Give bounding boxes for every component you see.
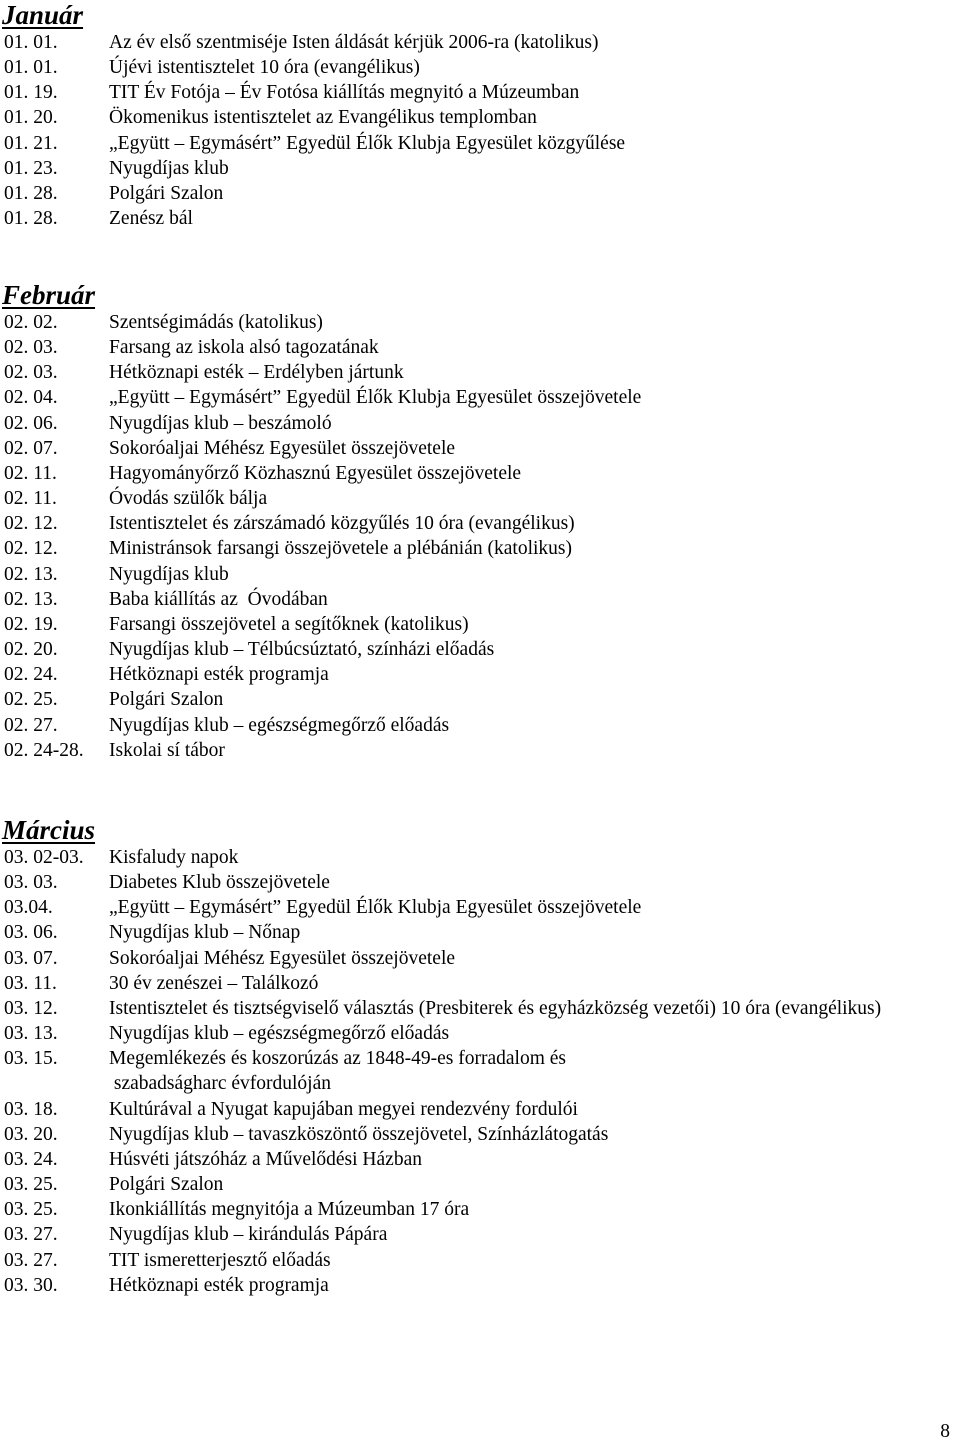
month-heading-februar: Február <box>2 280 96 310</box>
event-description: Sokoróaljai Méhész Egyesület összejövetele <box>109 947 456 969</box>
event-date: 02. 13. <box>4 563 58 585</box>
list-item <box>0 1248 960 1273</box>
event-description: Kisfaludy napok <box>109 847 239 868</box>
event-date: 02. 27. <box>4 714 58 736</box>
list-item <box>0 1021 960 1046</box>
event-date: 03. 15. <box>4 1048 58 1070</box>
list-item <box>0 1197 960 1222</box>
event-date: 02. 02. <box>4 312 58 333</box>
event-description: 30 év zenészei – Találkozó <box>109 972 319 994</box>
event-date: 02. 11. <box>4 462 57 484</box>
list-item <box>0 895 960 920</box>
event-date: 02. 24-28. <box>4 739 84 761</box>
event-date: 03. 03. <box>4 872 58 894</box>
event-description: Istentisztelet és zárszámadó közgyűlés 10 óra (evangélikus) <box>109 513 575 535</box>
event-description: Az év első szentmiséje Isten áldását kérjük 2006-ra (katolikus) <box>109 32 599 53</box>
event-description: Diabetes Klub összejövetele <box>109 872 330 894</box>
list-item <box>0 181 960 206</box>
list-item <box>0 1222 960 1247</box>
event-description: TIT ismeretterjesztő előadás <box>109 1249 331 1271</box>
entries-januar <box>0 30 960 231</box>
event-description: Nyugdíjas klub – kirándulás Pápára <box>109 1224 388 1246</box>
event-description: Hétköznapi esték programja <box>109 664 329 686</box>
list-item <box>0 713 960 738</box>
event-date: 01. 23. <box>4 157 58 179</box>
list-item <box>0 870 960 895</box>
event-description: Farsangi összejövetel a segítőknek (katolikus) <box>109 613 469 635</box>
list-item <box>0 536 960 561</box>
list-item <box>0 1097 960 1122</box>
event-date: 02. 11. <box>4 488 57 510</box>
event-date: 02. 24. <box>4 664 58 686</box>
list-item <box>0 738 960 763</box>
month-heading-januar: Január <box>2 0 84 30</box>
list-item <box>0 206 960 231</box>
list-item <box>0 55 960 80</box>
event-date: 03. 27. <box>4 1224 58 1246</box>
event-date: 01. 01. <box>4 57 58 79</box>
list-item <box>0 80 960 105</box>
event-description: Nyugdíjas klub – egészségmegőrző előadás <box>109 1023 450 1045</box>
event-description: Kultúrával a Nyugat kapujában megyei rendezvény fordulói <box>109 1098 578 1120</box>
list-item <box>0 156 960 181</box>
event-description: Nyugdíjas klub – Télbúcsúztató, színházi előadás <box>109 639 495 661</box>
list-item <box>0 310 960 335</box>
list-item <box>0 845 960 870</box>
event-description: Farsang az iskola alsó tagozatának <box>109 337 379 359</box>
event-date: 03. 20. <box>4 1123 58 1145</box>
list-item <box>0 662 960 687</box>
event-date: 02. 07. <box>4 437 58 459</box>
list-item <box>0 461 960 486</box>
event-description: Nyugdíjas klub <box>109 563 229 585</box>
list-item <box>0 335 960 360</box>
event-date: 02. 19. <box>4 613 58 635</box>
event-date: 01. 19. <box>4 82 58 104</box>
event-description: Megemlékezés és koszorúzás az 1848-49-es forradalom és szabadságharc évfordulóján <box>109 1048 566 1095</box>
event-description: Iskolai sí tábor <box>109 739 225 761</box>
event-description: Ministránsok farsangi összejövetele a plébánián (katolikus) <box>109 538 572 560</box>
entries-marcius <box>0 845 960 1298</box>
event-date: 03. 07. <box>4 947 58 969</box>
event-description: Nyugdíjas klub – tavaszköszöntő összejövetel, Színházlátogatás <box>109 1123 609 1145</box>
event-date: 03. 25. <box>4 1174 58 1196</box>
event-date: 02. 06. <box>4 412 58 434</box>
list-item <box>0 971 960 996</box>
event-date: 03. 18. <box>4 1098 58 1120</box>
event-description: „Együtt – Egymásért” Egyedül Élők Klubja Egyesület összejövetele <box>109 897 642 919</box>
event-description: Ikonkiállítás megnyitója a Múzeumban 17 óra <box>109 1199 470 1221</box>
event-description: Ökomenikus istentisztelet az Evangélikus templomban <box>109 107 537 129</box>
list-item <box>0 920 960 945</box>
list-item <box>0 612 960 637</box>
event-date: 03. 24. <box>4 1148 58 1170</box>
event-date: 03. 11. <box>4 972 57 994</box>
event-description: Nyugdíjas klub – beszámoló <box>109 412 332 434</box>
event-date: 01. 20. <box>4 107 58 129</box>
event-date: 02. 04. <box>4 387 58 409</box>
list-item <box>0 687 960 712</box>
event-date: 02. 03. <box>4 362 58 384</box>
list-item <box>0 1147 960 1172</box>
list-item <box>0 562 960 587</box>
event-date: 03. 06. <box>4 922 58 944</box>
event-date: 03. 13. <box>4 1023 58 1045</box>
list-item <box>0 1046 960 1096</box>
event-date: 01. 28. <box>4 208 58 230</box>
list-item <box>0 105 960 130</box>
event-description: „Együtt – Egymásért” Egyedül Élők Klubja Egyesület összejövetele <box>109 387 642 409</box>
month-heading-marcius: Március <box>2 815 96 845</box>
list-item <box>0 946 960 971</box>
list-item <box>0 996 960 1021</box>
list-item <box>0 587 960 612</box>
list-item <box>0 1273 960 1298</box>
event-date: 03. 27. <box>4 1249 58 1271</box>
list-item <box>0 1172 960 1197</box>
event-description: Istentisztelet és tisztségviselő választás (Presbiterek és egyházközség vezetői) 10 óra (evangélikus) <box>109 997 882 1019</box>
event-description: Polgári Szalon <box>109 689 224 711</box>
event-date: 02. 20. <box>4 639 58 661</box>
list-item <box>0 411 960 436</box>
event-description: Polgári Szalon <box>109 1174 224 1196</box>
event-date: 02. 13. <box>4 588 58 610</box>
event-description: Sokoróaljai Méhész Egyesület összejövetele <box>109 437 456 459</box>
event-date: 02. 12. <box>4 538 58 560</box>
event-date: 03. 02-03. <box>4 847 84 868</box>
event-description: Hagyományőrző Közhasznú Egyesület összejövetele <box>109 462 522 484</box>
event-date: 02. 25. <box>4 689 58 711</box>
event-description: Nyugdíjas klub <box>109 157 229 179</box>
list-item <box>0 360 960 385</box>
event-date: 02. 12. <box>4 513 58 535</box>
event-description: Baba kiállítás az Óvodában <box>109 588 328 610</box>
list-item <box>0 385 960 410</box>
event-date: 01. 01. <box>4 32 58 53</box>
event-date: 03. 25. <box>4 1199 58 1221</box>
event-date: 02. 03. <box>4 337 58 359</box>
event-description: Polgári Szalon <box>109 182 224 204</box>
list-item <box>0 637 960 662</box>
event-date: 01. 28. <box>4 182 58 204</box>
event-description: Zenész bál <box>109 208 193 230</box>
event-description: Nyugdíjas klub – Nőnap <box>109 922 301 944</box>
list-item <box>0 436 960 461</box>
page-number: 8 <box>940 1421 950 1442</box>
event-date: 03. 30. <box>4 1274 58 1296</box>
list-item <box>0 30 960 55</box>
list-item <box>0 131 960 156</box>
event-description: Húsvéti játszóház a Művelődési Házban <box>109 1148 422 1170</box>
event-date: 03. 12. <box>4 997 58 1019</box>
list-item <box>0 511 960 536</box>
event-description: Hétköznapi esték – Erdélyben jártunk <box>109 362 404 384</box>
event-description: Újévi istentisztelet 10 óra (evangélikus) <box>109 57 420 79</box>
list-item <box>0 486 960 511</box>
event-description: Óvodás szülők bálja <box>109 488 268 510</box>
event-description: TIT Év Fotója – Év Fotósa kiállítás megnyitó a Múzeumban <box>109 82 580 104</box>
entries-februar <box>0 310 960 763</box>
event-description: Szentségimádás (katolikus) <box>109 312 323 333</box>
event-date: 03.04. <box>4 897 53 919</box>
event-description: Hétköznapi esték programja <box>109 1274 329 1296</box>
list-item <box>0 1122 960 1147</box>
event-date: 01. 21. <box>4 132 58 154</box>
event-description: Nyugdíjas klub – egészségmegőrző előadás <box>109 714 450 736</box>
event-description: „Együtt – Egymásért” Egyedül Élők Klubja Egyesület közgyűlése <box>109 132 626 154</box>
